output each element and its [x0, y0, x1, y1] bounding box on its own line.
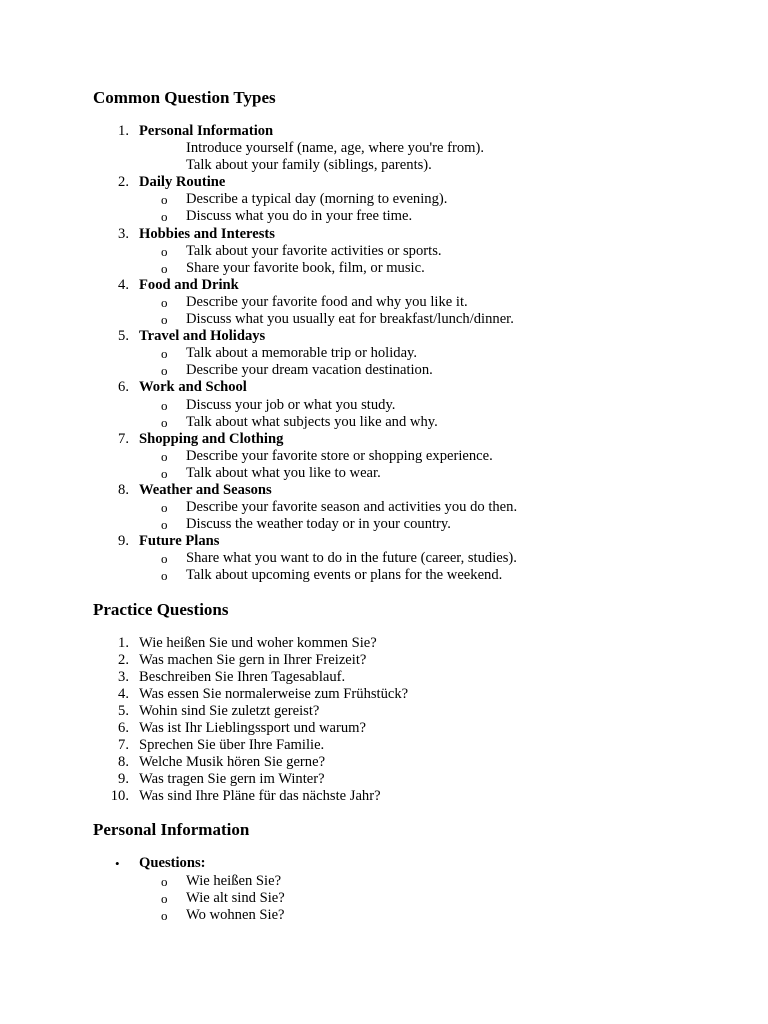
- sub-item-text: Wie alt sind Sie?: [186, 889, 285, 906]
- sub-item-text: Talk about what you like to wear.: [186, 464, 381, 481]
- section-heading-practice-questions: Practice Questions: [93, 599, 229, 619]
- sub-item-text: Share your favorite book, film, or music.: [186, 259, 425, 276]
- questions-label: Questions:: [139, 855, 206, 872]
- list-item: [93, 754, 733, 771]
- sub-bullet-icon: o: [161, 907, 168, 923]
- list-item-title: Hobbies and Interests: [139, 225, 275, 242]
- sub-bullet-icon: o: [161, 448, 168, 464]
- list-number: 1.: [118, 634, 129, 651]
- list-item: [93, 788, 733, 805]
- question-text: Was sind Ihre Pläne für das nächste Jahr?: [139, 788, 381, 805]
- sub-item-text: Describe your dream vacation destination.: [186, 362, 433, 379]
- sub-bullet-icon: o: [161, 890, 168, 906]
- list-item: [93, 533, 733, 550]
- sub-list-item: [93, 345, 733, 362]
- sub-list-item: [93, 516, 733, 533]
- list-item: [93, 277, 733, 294]
- document-page: [93, 88, 733, 924]
- sub-item-text: Describe your favorite food and why you like it.: [186, 293, 468, 310]
- sub-list-item: [93, 243, 733, 260]
- sub-bullet-icon: o: [161, 192, 168, 208]
- sub-bullet-icon: o: [161, 397, 168, 413]
- sub-list-item: [93, 294, 733, 311]
- sub-list-item: [93, 191, 733, 208]
- sub-list-item: [93, 567, 733, 584]
- sub-bullet-icon: o: [161, 465, 168, 481]
- list-number: 2.: [118, 651, 129, 668]
- list-number: 10.: [110, 788, 129, 805]
- sub-item-text: Talk about upcoming events or plans for the weekend.: [186, 567, 503, 584]
- sub-bullet-icon: o: [161, 260, 168, 276]
- list-item: [93, 174, 733, 191]
- list-number: 5.: [118, 328, 129, 345]
- sub-bullet-icon: o: [161, 517, 168, 533]
- question-text: Sprechen Sie über Ihre Familie.: [139, 737, 325, 754]
- sub-item-text: Describe your favorite store or shopping experience.: [186, 447, 493, 464]
- section-heading-personal-information: Personal Information: [93, 820, 250, 840]
- sub-bullet-icon: o: [161, 209, 168, 225]
- sub-item-text: Describe your favorite season and activities you do then.: [186, 499, 518, 516]
- sub-item-text: Discuss the weather today or in your country.: [186, 516, 451, 533]
- sub-bullet-icon: o: [161, 551, 168, 567]
- sub-item-text: Talk about your family (siblings, parents).: [186, 157, 432, 174]
- question-text: Welche Musik hören Sie gerne?: [139, 754, 326, 771]
- question-text: Was ist Ihr Lieblingssport und warum?: [139, 720, 367, 736]
- personal-information-list: [93, 855, 733, 923]
- list-number: 6.: [118, 379, 129, 396]
- sub-bullet-icon: o: [161, 363, 168, 379]
- sub-item-text: Wo wohnen Sie?: [186, 906, 285, 923]
- list-item: [93, 379, 733, 396]
- sub-list-item: [93, 873, 733, 890]
- sub-list-item: [93, 140, 733, 157]
- sub-bullet-icon: o: [161, 346, 168, 362]
- sub-list-item: [93, 397, 733, 414]
- list-item: [93, 703, 733, 720]
- sub-list-item: [93, 465, 733, 482]
- sub-item-text: Talk about a memorable trip or holiday.: [186, 345, 418, 362]
- sub-item-text: Discuss what you do in your free time.: [186, 208, 413, 225]
- list-number: 3.: [118, 225, 129, 242]
- list-item: [93, 855, 733, 872]
- question-text: Was essen Sie normalerweise zum Frühstück?: [139, 685, 409, 702]
- common-question-types-list: [93, 123, 733, 585]
- sub-list-item: [93, 448, 733, 465]
- list-item-title: Future Plans: [139, 533, 220, 550]
- list-number: 5.: [118, 702, 129, 719]
- list-item-title: Travel and Holidays: [139, 328, 266, 345]
- list-number: 4.: [118, 685, 129, 702]
- question-text: Was machen Sie gern in Ihrer Freizeit?: [139, 651, 367, 668]
- sub-list-item: [93, 208, 733, 225]
- sub-bullet-icon: o: [161, 312, 168, 328]
- sub-list-item: [93, 157, 733, 174]
- sub-list-item: [93, 890, 733, 907]
- list-number: 8.: [118, 754, 129, 771]
- list-number: 8.: [118, 481, 129, 498]
- list-item: [93, 771, 733, 788]
- sub-item-text: Share what you want to do in the future (career, studies).: [186, 550, 517, 567]
- list-number: 7.: [118, 430, 129, 447]
- sub-list-item: [93, 311, 733, 328]
- bullet-icon: •: [115, 856, 120, 872]
- sub-item-text: Describe a typical day (morning to evening).: [186, 191, 448, 208]
- sub-bullet-icon: o: [161, 500, 168, 516]
- list-item-title: Daily Routine: [139, 174, 226, 191]
- list-item: [93, 686, 733, 703]
- sub-bullet-icon: o: [161, 294, 168, 310]
- list-number: 2.: [118, 174, 129, 191]
- sub-list-item: [93, 260, 733, 277]
- list-item: [93, 123, 733, 140]
- sub-bullet-icon: o: [161, 568, 168, 584]
- list-number: 6.: [118, 720, 129, 736]
- sub-item-text: Talk about your favorite activities or sports.: [186, 242, 442, 259]
- sub-item-text: Introduce yourself (name, age, where you're from).: [186, 140, 485, 157]
- list-item: [93, 720, 733, 737]
- list-item: [93, 328, 733, 345]
- sub-item-text: Wie heißen Sie?: [186, 872, 282, 889]
- list-number: 4.: [118, 276, 129, 293]
- list-number: 1.: [118, 123, 129, 139]
- list-item: [93, 737, 733, 754]
- sub-list-item: [93, 907, 733, 924]
- sub-list-item: [93, 499, 733, 516]
- question-text: Wohin sind Sie zuletzt gereist?: [139, 702, 320, 719]
- question-text: Wie heißen Sie und woher kommen Sie?: [139, 634, 377, 651]
- question-text: Beschreiben Sie Ihren Tagesablauf.: [139, 668, 346, 685]
- list-item: [93, 669, 733, 686]
- list-item-title: Work and School: [139, 379, 247, 396]
- list-item-title: Personal Information: [139, 123, 274, 139]
- section-heading-common-question-types: Common Question Types: [93, 88, 276, 107]
- sub-item-text: Discuss your job or what you study.: [186, 396, 396, 413]
- sub-list-item: [93, 362, 733, 379]
- sub-list-item: [93, 550, 733, 567]
- list-item-title: Weather and Seasons: [139, 481, 272, 498]
- list-number: 7.: [118, 737, 129, 754]
- list-number: 9.: [118, 771, 129, 788]
- list-item: [93, 635, 733, 652]
- sub-bullet-icon: o: [161, 414, 168, 430]
- list-number: 3.: [118, 668, 129, 685]
- sub-bullet-icon: o: [161, 873, 168, 889]
- list-item: [93, 431, 733, 448]
- sub-bullet-icon: o: [161, 243, 168, 259]
- list-item: [93, 652, 733, 669]
- list-item: [93, 482, 733, 499]
- sub-item-text: Discuss what you usually eat for breakfast/lunch/dinner.: [186, 311, 514, 328]
- list-item-title: Shopping and Clothing: [139, 430, 284, 447]
- list-item: [93, 226, 733, 243]
- list-number: 9.: [118, 533, 129, 550]
- sub-item-text: Talk about what subjects you like and why.: [186, 413, 438, 430]
- list-item-title: Food and Drink: [139, 276, 239, 293]
- practice-questions-list: [93, 635, 733, 806]
- sub-list-item: [93, 414, 733, 431]
- question-text: Was tragen Sie gern im Winter?: [139, 771, 325, 788]
